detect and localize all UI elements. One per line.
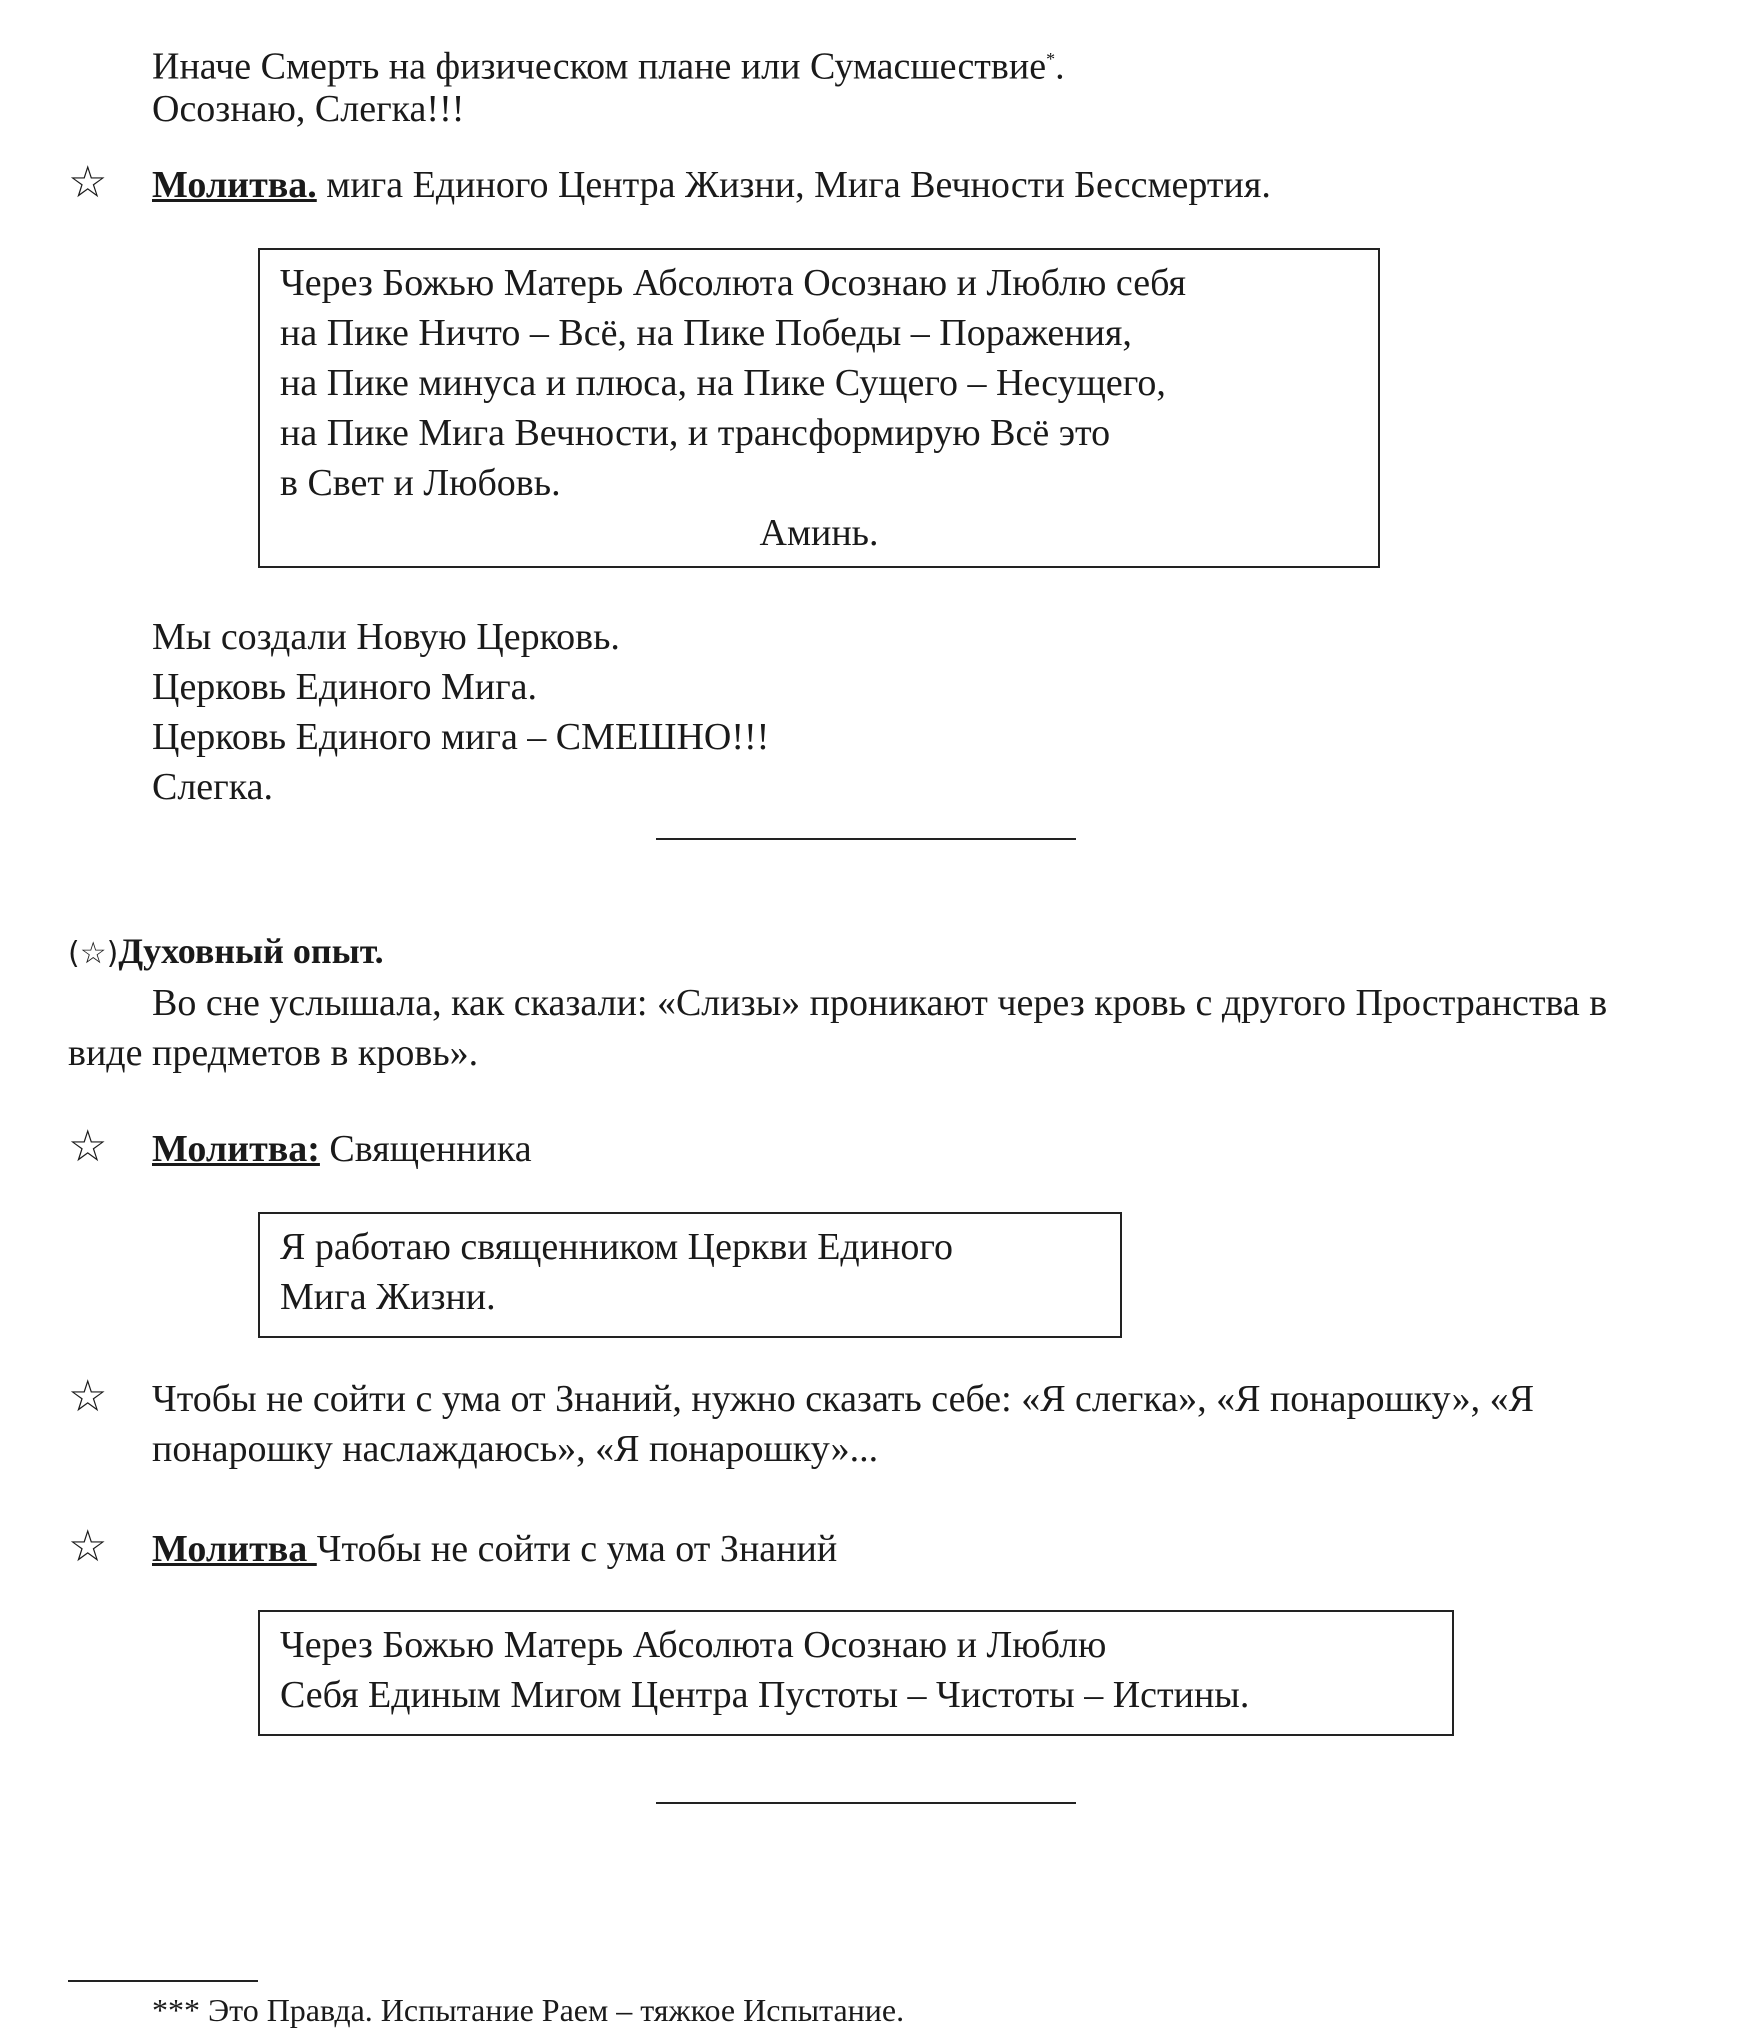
prayer-label: Молитва <box>152 1528 317 1570</box>
footnote: *** Это Правда. Испытание Раем – тяжкое Испытание. <box>152 1992 905 2028</box>
text-line: Осознаю, Слегка!!! <box>152 88 465 130</box>
text-line: Церковь Единого Мига. <box>152 666 538 708</box>
prayer-label: Молитва. <box>152 164 317 206</box>
star-icon: ☆ <box>68 1521 108 1572</box>
divider <box>656 838 1076 840</box>
prayer-heading: Молитва. мига Единого Центра Жизни, Мига Вечности Бессмертия. <box>152 164 1271 206</box>
prayer-line: Себя Единым Мигом Центра Пустоты – Чистоты – Истины. <box>280 1674 1250 1716</box>
prayer-line: Мига Жизни. <box>280 1276 496 1318</box>
experience-text: Во сне услышала, как сказали: «Слизы» проникают через кровь с другого Пространства в виде предметов в кровь». <box>68 982 1608 1074</box>
star-icon: ☆ <box>68 1121 108 1172</box>
prayer-line: Через Божью Матерь Абсолюта Осознаю и Люблю <box>280 1624 1107 1666</box>
footnote-rule <box>68 1980 258 1982</box>
prayer-line: Я работаю священником Церкви Единого <box>280 1226 954 1268</box>
prayer-heading: Молитва: Священника <box>152 1128 532 1170</box>
prayer-line: Через Божью Матерь Абсолюта Осознаю и Люблю себя <box>280 262 1186 304</box>
text-line: Иначе Смерть на физическом плане или Сумасшествие*. <box>152 45 1065 88</box>
advice-text: Чтобы не сойти с ума от Знаний, нужно сказать себе: «Я слегка», «Я понарошку», «Я понарошку наслаждаюсь», «Я понарошку»... <box>152 1378 1534 1470</box>
prayer-heading: Молитва Чтобы не сойти с ума от Знаний <box>152 1528 838 1570</box>
text-line: Церковь Единого мига – СМЕШНО!!! <box>152 716 770 758</box>
prayer-label: Молитва: <box>152 1128 320 1170</box>
prayer-line: на Пике минуса и плюса, на Пике Сущего – Несущего, <box>280 362 1166 404</box>
prayer-line: в Свет и Любовь. <box>280 462 561 504</box>
text-line: Мы создали Новую Церковь. <box>152 616 620 658</box>
prayer-line: на Пике Мига Вечности, и трансформирую Всё это <box>280 412 1111 454</box>
text-line: Слегка. <box>152 766 274 808</box>
prayer-box <box>258 1212 1122 1338</box>
prayer-box <box>258 248 1380 568</box>
star-icon: ☆ <box>68 1371 108 1422</box>
divider <box>656 1802 1076 1804</box>
star-icon: (☆) <box>68 936 119 971</box>
prayer-box <box>258 1610 1454 1736</box>
prayer-line: на Пике Ничто – Всё, на Пике Победы – Поражения, <box>280 312 1132 354</box>
amen: Аминь. <box>759 512 879 554</box>
experience-heading: (☆)Духовный опыт. <box>68 931 384 971</box>
star-icon: ☆ <box>68 157 108 208</box>
